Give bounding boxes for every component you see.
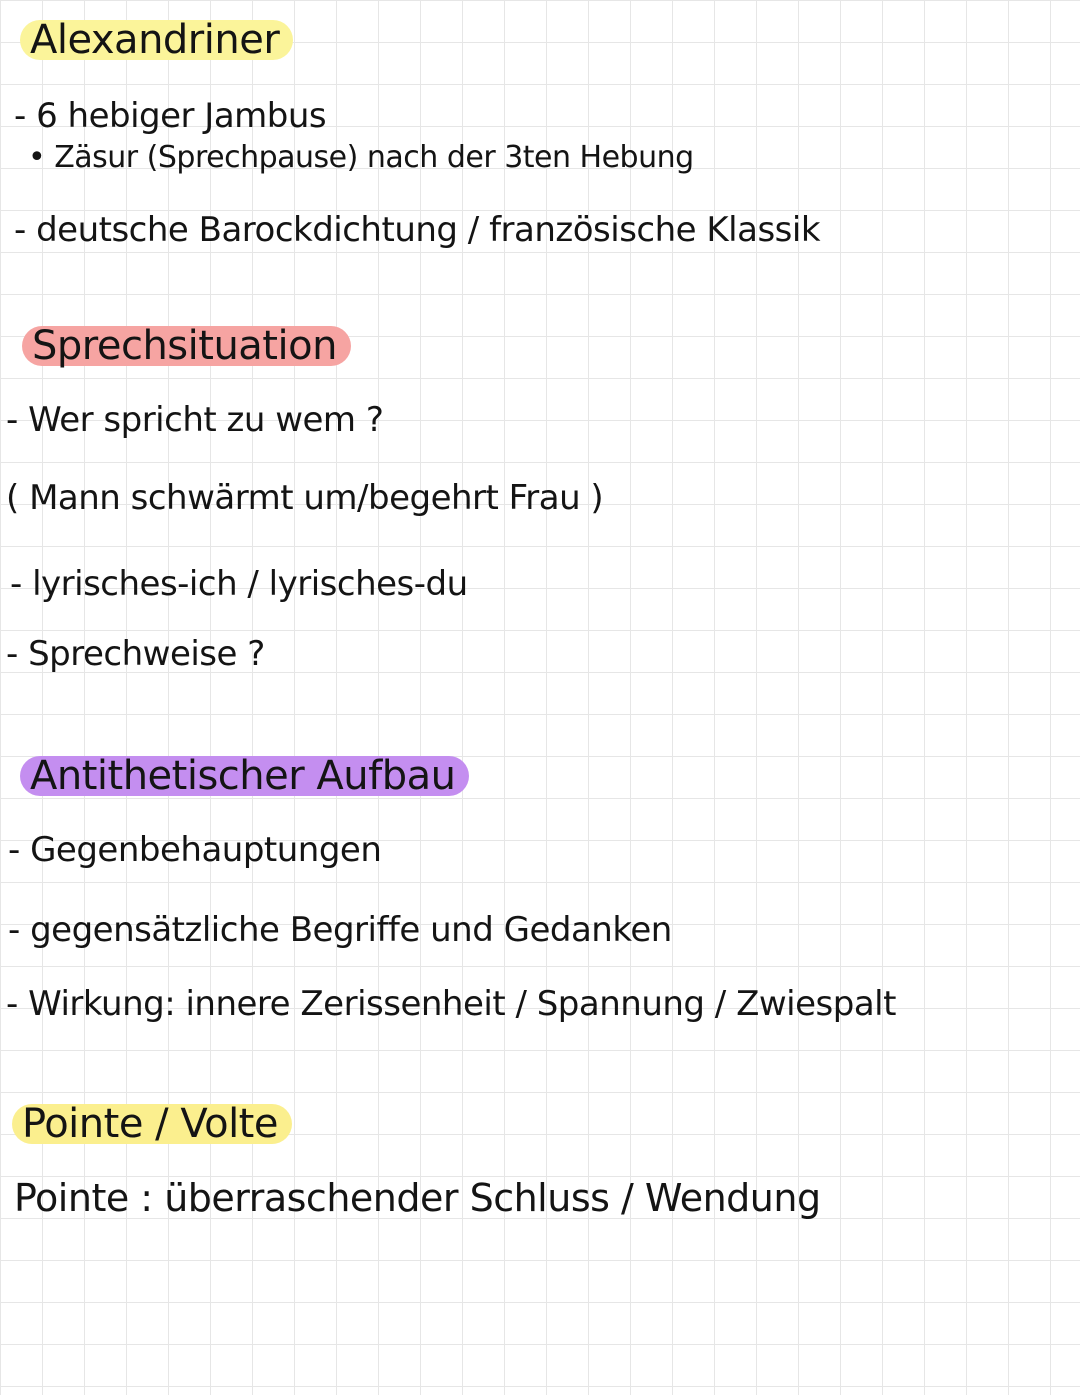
heading-pointe-volte: Pointe / Volte [12, 1104, 292, 1144]
note-line: - Gegenbehauptungen [8, 830, 382, 870]
note-line: Pointe : überraschender Schluss / Wendung [14, 1176, 821, 1220]
heading-sprechsituation: Sprechsituation [22, 326, 351, 366]
note-line: ( Mann schwärmt um/begehrt Frau ) [6, 478, 604, 518]
note-line: - gegensätzliche Begriffe und Gedanken [8, 910, 672, 950]
note-line: - Sprechweise ? [6, 634, 265, 674]
heading-antithetischer-aufbau: Antithetischer Aufbau [20, 756, 469, 796]
note-line: - Wirkung: innere Zerissenheit / Spannung / Zwiespalt [6, 984, 896, 1024]
heading-alexandriner: Alexandriner [20, 20, 293, 60]
note-line: - lyrisches-ich / lyrisches-du [10, 564, 468, 604]
note-line: - Wer spricht zu wem ? [6, 400, 384, 440]
note-line: • Zäsur (Sprechpause) nach der 3ten Hebung [28, 140, 694, 175]
note-line: - 6 hebiger Jambus [14, 96, 327, 136]
note-line: - deutsche Barockdichtung / französische Klassik [14, 210, 821, 250]
